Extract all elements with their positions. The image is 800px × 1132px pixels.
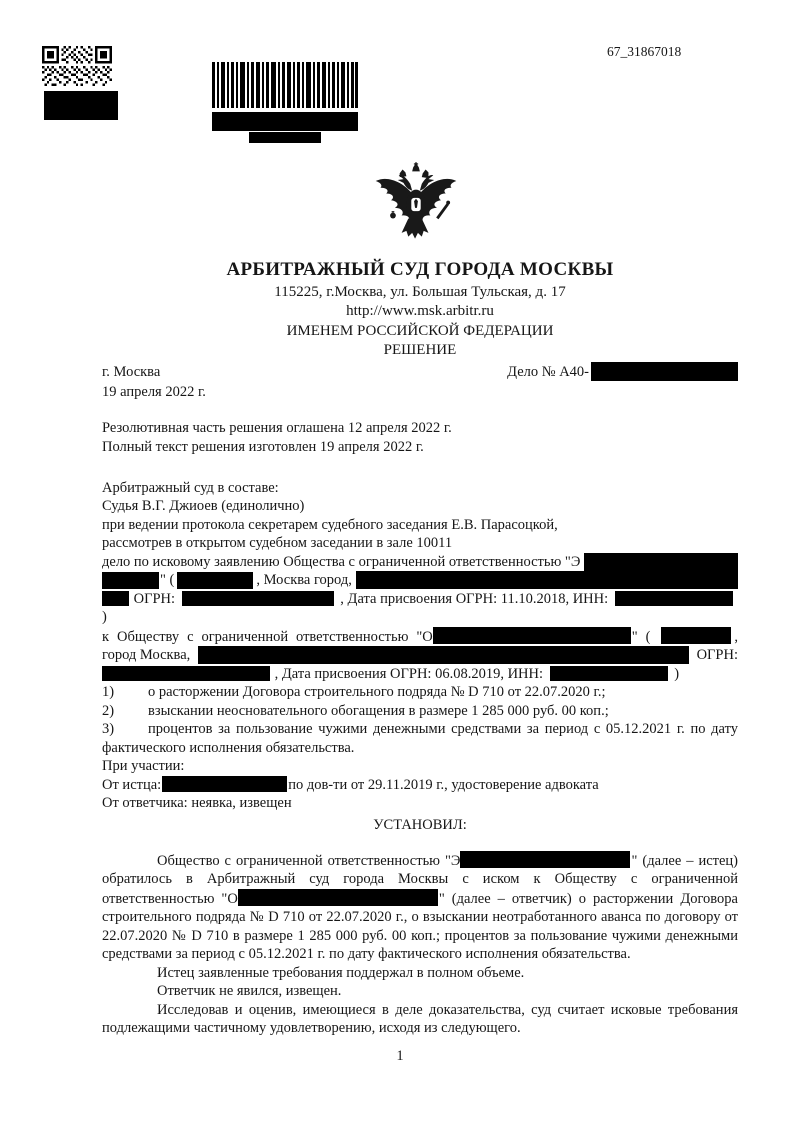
barcode-redaction-small xyxy=(249,132,321,143)
hearing-line: рассмотрев в открытом судебном заседании в зале 10011 xyxy=(102,535,453,551)
court-website: http://www.msk.arbitr.ru xyxy=(346,303,494,319)
qr-code xyxy=(42,46,118,120)
qr-redaction-bar xyxy=(44,91,118,120)
full-text-line: Полный текст решения изготовлен 19 апреля 2022 г. xyxy=(102,439,424,455)
barcode xyxy=(212,62,358,143)
redaction-bar xyxy=(177,572,253,589)
case-number-redaction xyxy=(591,362,738,381)
in-the-name-line: ИМЕНЕМ РОССИЙСКОЙ ФЕДЕРАЦИИ xyxy=(286,322,554,339)
findings-paragraph: Исследовав и оценив, имеющиеся в деле доказательства, суд считает исковые требования подлежащими частичному удовлетворению, исходя из следующего. xyxy=(102,1001,738,1036)
findings-paragraph: Общество с ограниченной ответственностью "Э " (далее – истец) обратилось в Арбитражный суд города Москвы с иском к Обществу с ограниченной ответственностью "О " (далее – ответчик) о расторжении Договора строительного подряда № D 710 от 22.07.2020 г., о взыскании неотработанного аванса по договору от 22.07.2020 № D 710 в размере 1 285 000 руб. 00 коп.; процентов за пользование чужими денежными средствами за период с 05.12.2021 г. по дату фактического исполнения обязательства. xyxy=(102,852,738,962)
redaction-bar xyxy=(433,627,631,644)
findings-paragraph: Ответчик не явился, извещен. xyxy=(157,983,342,999)
judge-line: Судья В.Г. Джиоев (единолично) xyxy=(102,498,305,514)
redaction-bar xyxy=(661,627,731,644)
redaction-bar xyxy=(162,776,287,792)
redaction-bar xyxy=(102,572,159,589)
claim-text: о расторжении Договора строительного подряда № D 710 от 22.07.2020 г.; xyxy=(148,684,606,700)
defendant-address-line: город Москва, ОГРН: xyxy=(102,647,738,663)
participants-heading: При участии: xyxy=(102,758,185,774)
claim-number: 3) xyxy=(102,721,115,737)
page-number: 1 xyxy=(396,1048,404,1064)
secretary-line: при ведении протокола секретарем судебного заседания Е.В. Парасоцкой, xyxy=(102,516,558,533)
decision-title: РЕШЕНИЕ xyxy=(383,342,457,358)
redaction-bar xyxy=(102,666,270,681)
defendant-ogrn-line: , Дата присвоения ОГРН: 06.08.2019, ИНН: ) xyxy=(102,665,738,684)
document-body xyxy=(102,258,738,1038)
redaction-bar xyxy=(584,553,738,571)
court-name: АРБИТРАЖНЫЙ СУД ГОРОДА МОСКВЫ xyxy=(226,259,614,280)
redaction-bar xyxy=(615,591,733,606)
redaction-bar xyxy=(356,571,738,589)
case-number-label: Дело № А40- xyxy=(507,363,589,380)
defendant-intro-line: к Обществу с ограниченной ответственностью "О " ( , xyxy=(102,628,739,645)
defendant-appearance-line: От ответчика: неявка, извещен xyxy=(102,795,292,811)
coat-of-arms-icon xyxy=(368,160,464,255)
claim-number: 1) xyxy=(102,684,115,700)
ustanovil-heading: УСТАНОВИЛ: xyxy=(373,816,467,833)
plaintiff-details-line: " ( , Москва город, xyxy=(102,571,738,590)
redaction-bar xyxy=(198,646,688,664)
composition-line: Арбитражный суд в составе: xyxy=(102,479,279,496)
barcode-redaction-bar xyxy=(212,112,358,131)
barcode-bars xyxy=(212,62,358,108)
claim-item xyxy=(102,683,738,702)
claim-item xyxy=(102,720,738,757)
court-address: 115225, г.Москва, ул. Большая Тульская, д. 17 xyxy=(274,284,566,300)
doc-number: 67_31867018 xyxy=(607,44,682,59)
redaction-bar xyxy=(182,591,334,606)
plaintiff-intro-line: дело по исковому заявлению Общества с ограниченной ответственностью "Э xyxy=(102,553,738,572)
decision-date: 19 апреля 2022 г. xyxy=(102,383,206,400)
plaintiff-representative-line: От истца: по дов-ти от 29.11.2019 г., удостоверение адвоката xyxy=(102,776,599,793)
claim-number: 2) xyxy=(102,702,115,719)
plaintiff-ogrn-line: ОГРН: , Дата присвоения ОГРН: 11.10.2018, ИНН: ) xyxy=(102,590,738,627)
case-row xyxy=(102,362,738,382)
resolutive-announced-line: Резолютивная часть решения оглашена 12 апреля 2022 г. xyxy=(102,419,452,436)
claim-text: взыскании неосновательного обогащения в размере 1 285 000 руб. 00 коп.; xyxy=(148,702,609,719)
redaction-bar xyxy=(102,591,129,606)
claim-item xyxy=(102,702,738,721)
redaction-bar xyxy=(460,851,630,868)
redaction-bar xyxy=(238,889,438,906)
qr-code-pattern xyxy=(42,46,112,86)
redaction-bar xyxy=(550,666,668,681)
claim-text: процентов за пользование чужими денежными средствами за период с 05.12.2021 г. по дату фактического исполнения обязательства. xyxy=(102,721,738,756)
findings-paragraph: Истец заявленные требования поддержал в полном объеме. xyxy=(157,964,525,981)
city-line: г. Москва xyxy=(102,363,161,380)
